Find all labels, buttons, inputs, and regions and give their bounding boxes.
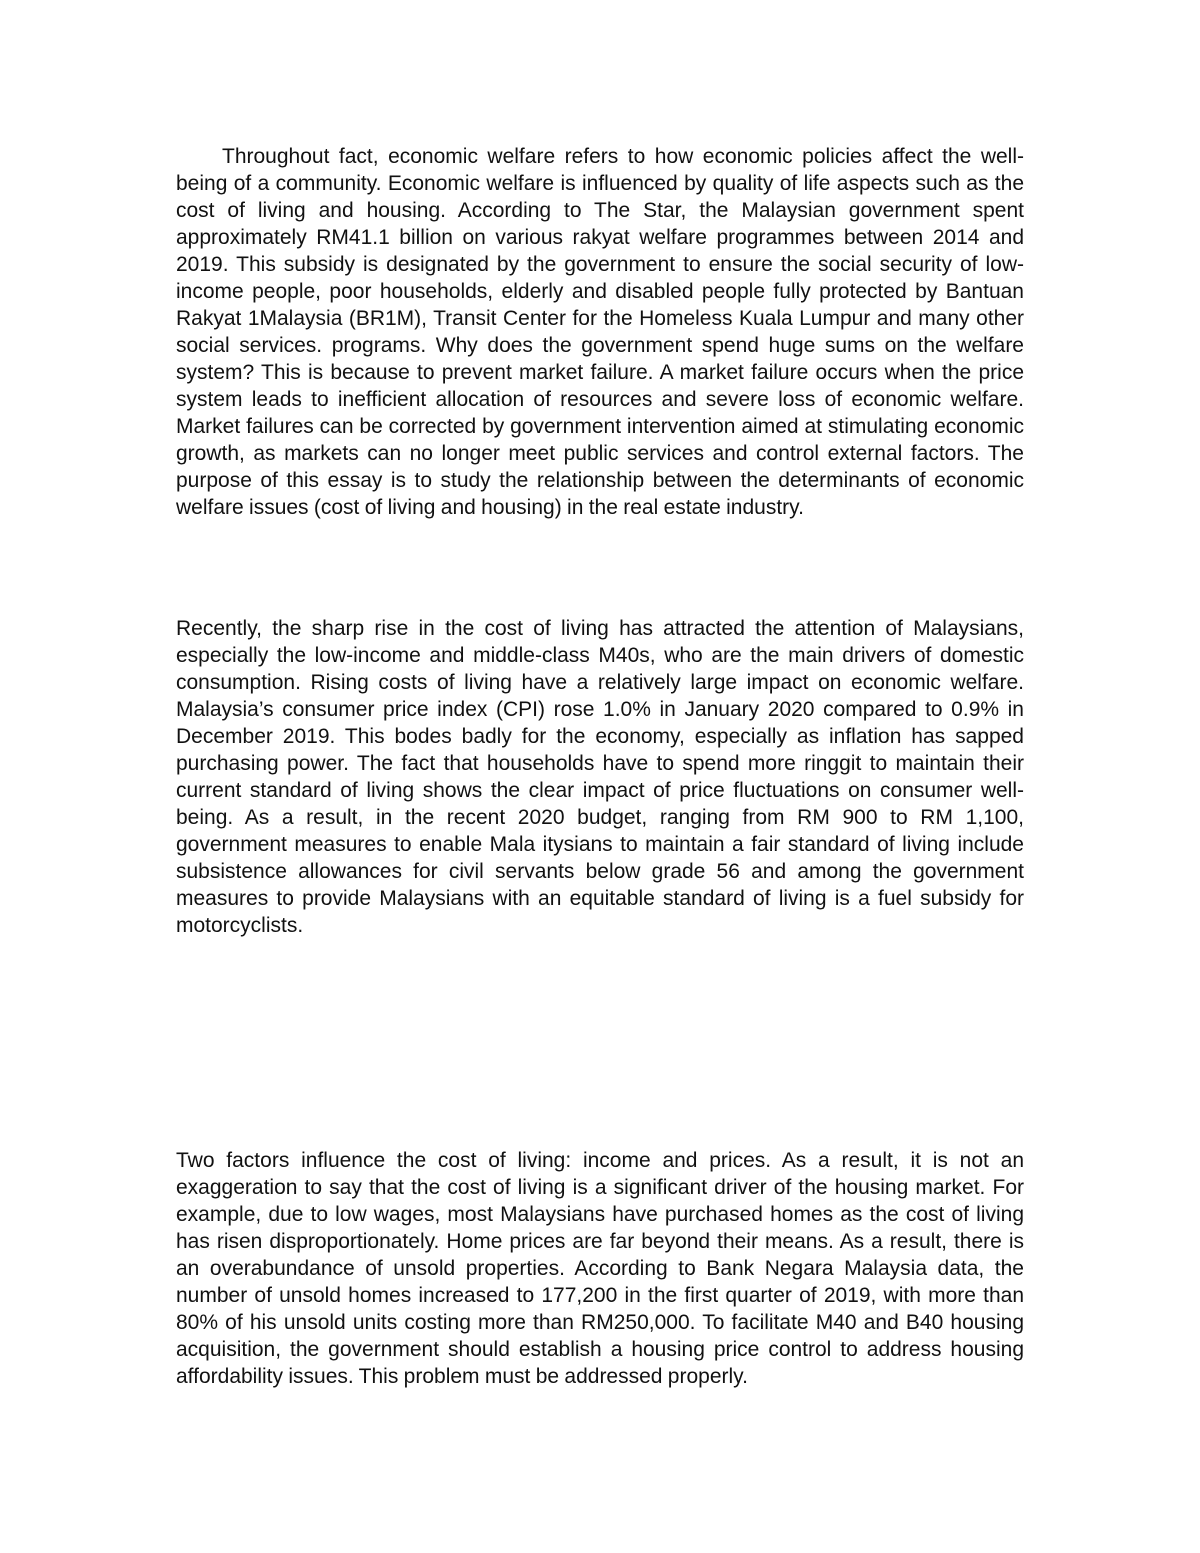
paragraph-cost-of-living: Recently, the sharp rise in the cost of living has attracted the attention of Malaysians, especially the low-income and middle-class M40s, who are the main drivers of domestic consumption. Rising costs of living have a relatively large impact on economic welfare. Malaysia’s consumer price index (CPI) rose 1.0% in January 2020 compared to 0.9% in December 2019. This bodes badly for the economy, especially as inflation has sapped purchasing power. The fact that households have to spend more ringgit to maintain their current standard of living shows the clear impact of price fluctuations on consumer well-being. As a result, in the recent 2020 budget, ranging from RM 900 to RM 1,100, government measures to enable Mala itysians to maintain a fair standard of living include subsistence allowances for civil servants below grade 56 and among the government measures to provide Malaysians with an equitable standard of living is a fuel subsidy for motorcyclists. — [176, 617, 1024, 937]
paragraph-housing-market: Two factors influence the cost of living: income and prices. As a result, it is not an exaggeration to say that the cost of living is a significant driver of the housing market. For example, due to low wages, most Malaysians have purchased homes as the cost of living has risen disproportionately. Home prices are far beyond their means. As a result, there is an overabundance of unsold properties. According to Bank Negara Malaysia data, the number of unsold homes increased to 177,200 in the first quarter of 2019, with more than 80% of his unsold units costing more than RM250,000. To facilitate M40 and B40 housing acquisition, the government should establish a housing price control to address housing affordability issues. This problem must be addressed properly. — [176, 1149, 1024, 1388]
paragraph-economic-welfare-intro: Throughout fact, economic welfare refers to how economic policies affect the well-being of a community. Economic welfare is influenced by quality of life aspects such as the cost of living and housing. According to The Star, the Malaysian government spent approximately RM41.1 billion on various rakyat welfare programmes between 2014 and 2019. This subsidy is designated by the government to ensure the social security of low-income people, poor households, elderly and disabled people fully protected by Bantuan Rakyat 1Malaysia (BR1M), Transit Center for the Homeless Kuala Lumpur and many other social services. programs. Why does the government spend huge sums on the welfare system? This is because to prevent market failure. A market failure occurs when the price system leads to inefficient allocation of resources and severe loss of economic welfare. Market failures can be corrected by government intervention aimed at stimulating economic growth, as markets can no longer meet public services and control external factors. The purpose of this essay is to study the relationship between the determinants of economic welfare issues (cost of living and housing) in the real estate industry. — [176, 145, 1024, 519]
